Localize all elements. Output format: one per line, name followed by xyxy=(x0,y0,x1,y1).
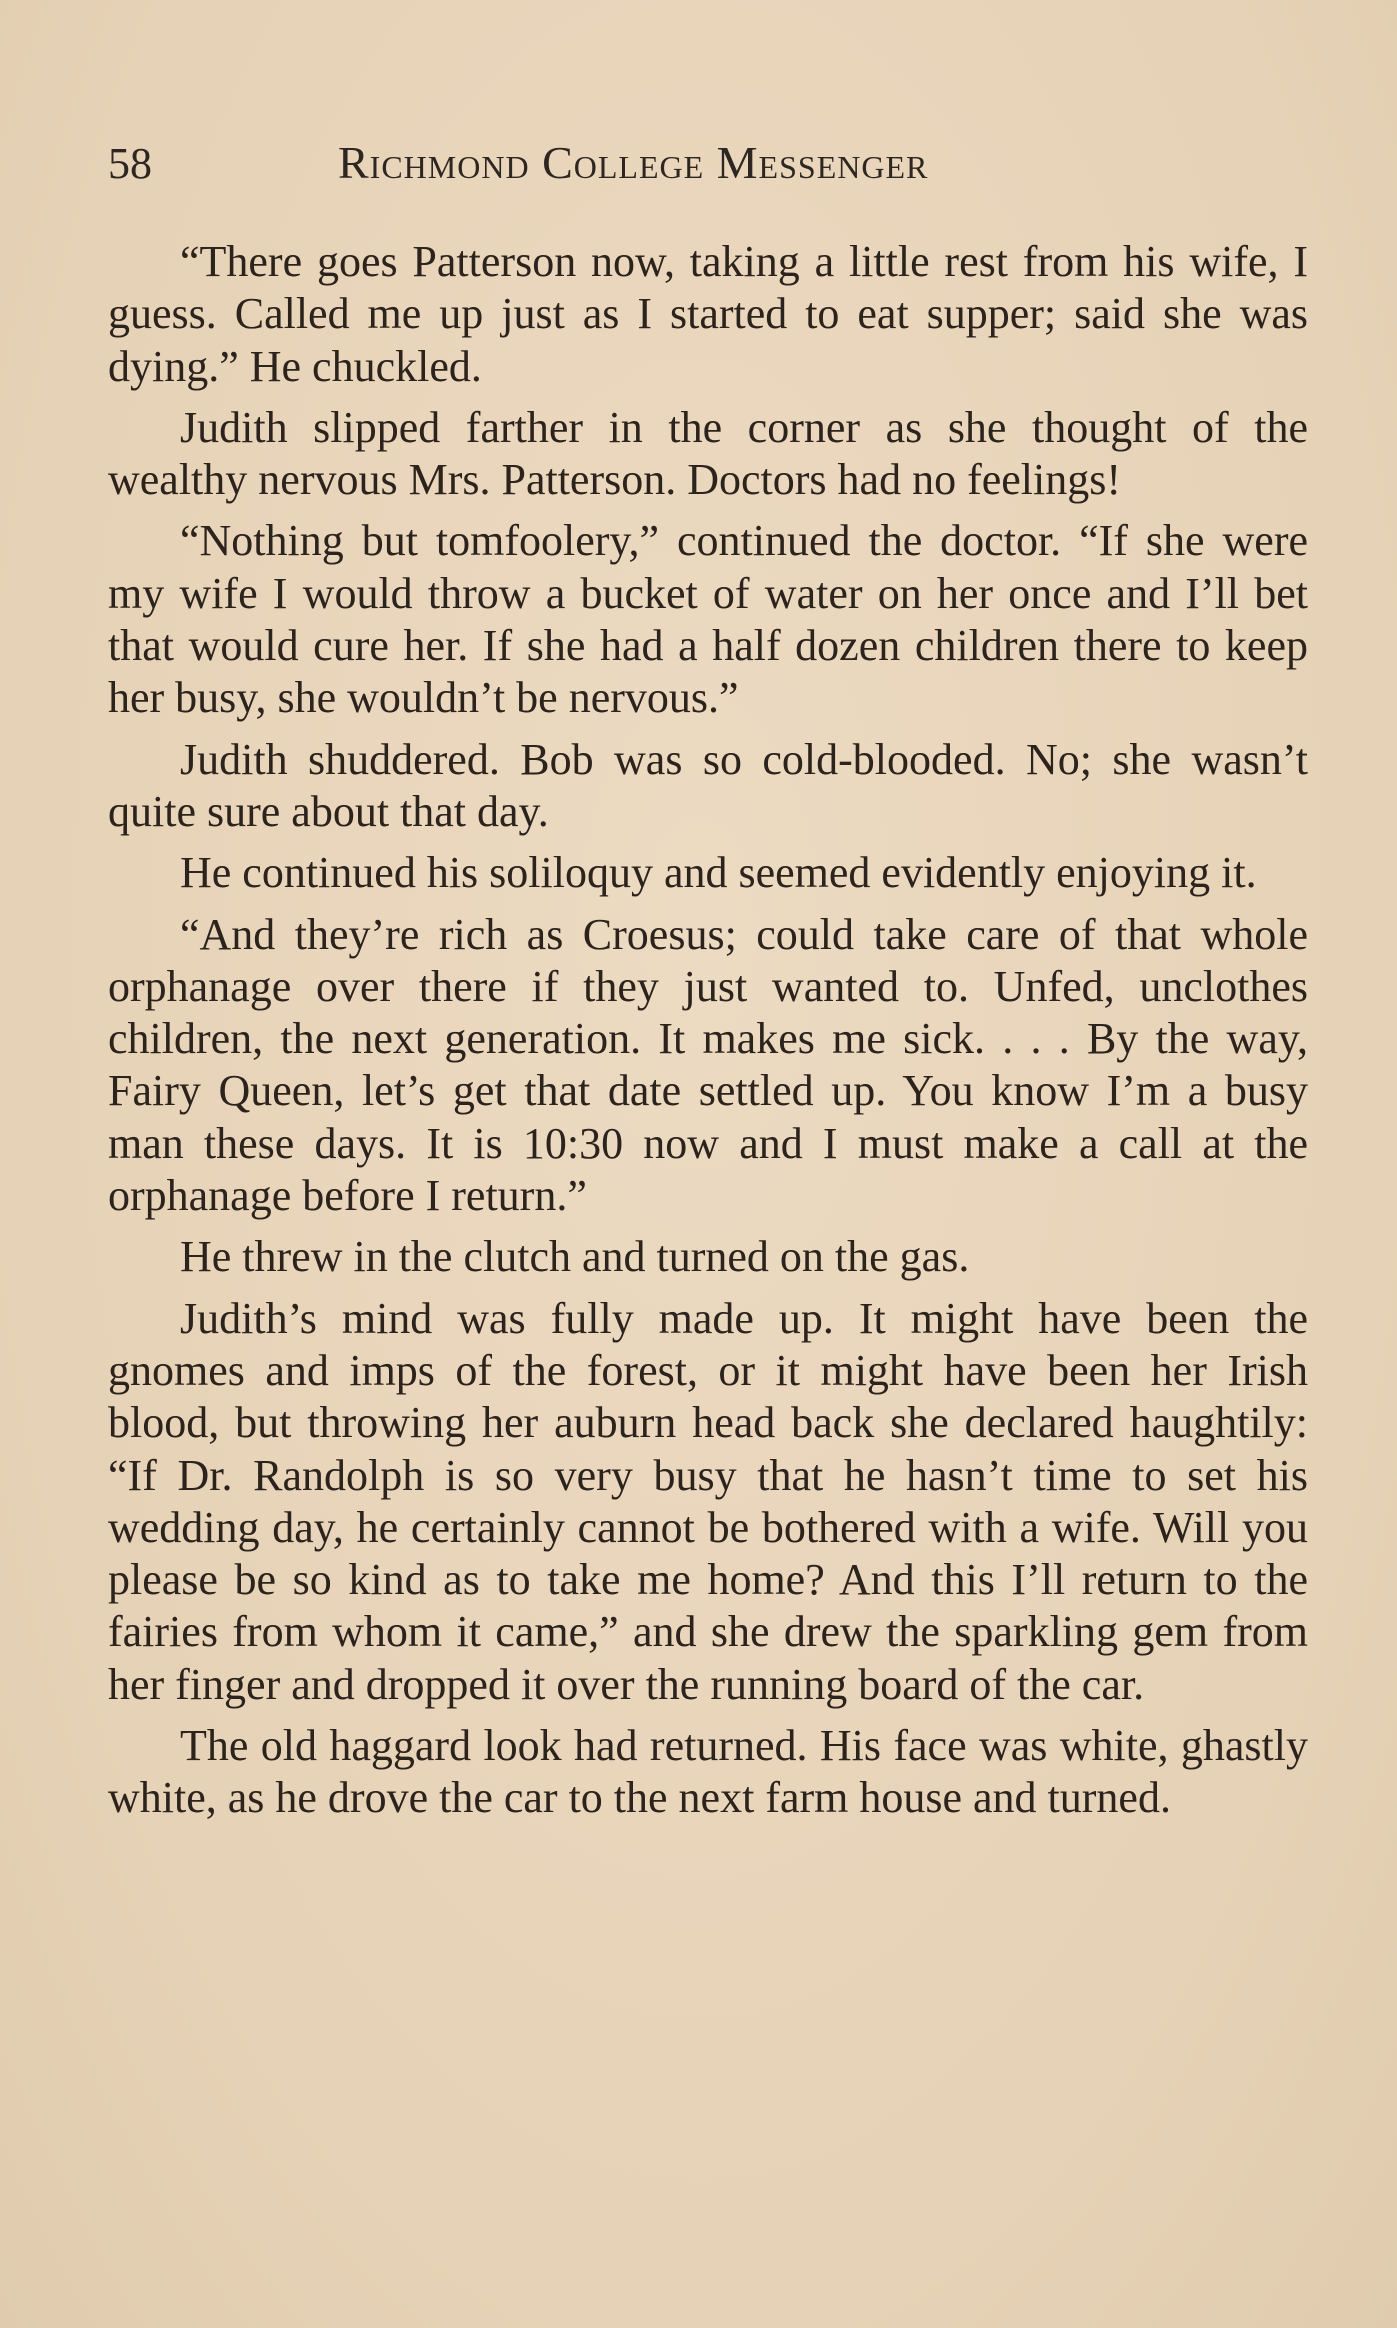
journal-title: Richmond College Messenger xyxy=(338,137,929,188)
paragraph: Judith’s mind was fully made up. It might have been the gnomes and imps of the forest, or it might have been her Irish blood, but throwing her auburn head back she declared haughtily: “If Dr. Randolph is so very busy that he hasn’t time to set his wedding day, he certainly cannot be bothered with a wife. Will you please be so kind as to take me home? And this I’ll return to the fairies from whom it came,” and she drew the sparkling gem from her finger and dropped it over the running board of the car. xyxy=(108,1293,1308,1709)
paragraph: The old haggard look had returned. His face was white, ghastly white, as he drove the car to the next farm house and turned. xyxy=(108,1721,1308,1823)
paragraph: “Nothing but tomfoolery,” continued the doctor. “If she were my wife I would throw a bucket of water on her once and I’ll bet that would cure her. If she had a half dozen children there to keep her busy, she wouldn’t be nervous.” xyxy=(108,516,1308,723)
body-text xyxy=(108,236,1308,1825)
page-number: 58 xyxy=(108,139,152,188)
book-page xyxy=(108,128,1308,1834)
paragraph: He threw in the clutch and turned on the gas. xyxy=(180,1232,970,1282)
running-head xyxy=(108,128,1308,198)
paragraph: “And they’re rich as Croesus; could take care of that whole orphanage over there if they just wanted to. Unfed, unclothes children, the next generation. It makes me sick. . . . By the way, Fairy Queen, let’s get that date settled up. You know I’m a busy man these days. It is 10:30 now and I must make a call at the orphanage before I return.” xyxy=(108,909,1308,1221)
paragraph: He continued his soliloquy and seemed evidently enjoying it. xyxy=(180,848,1257,898)
paragraph: Judith slipped farther in the corner as she thought of the wealthy nervous Mrs. Patterson. Doctors had no feelings! xyxy=(108,402,1308,505)
paragraph: “There goes Patterson now, taking a little rest from his wife, I guess. Called me up just as I started to eat supper; said she was dying.” He chuckled. xyxy=(108,237,1308,391)
paragraph: Judith shuddered. Bob was so cold-blooded. No; she wasn’t quite sure about that day. xyxy=(108,734,1308,836)
